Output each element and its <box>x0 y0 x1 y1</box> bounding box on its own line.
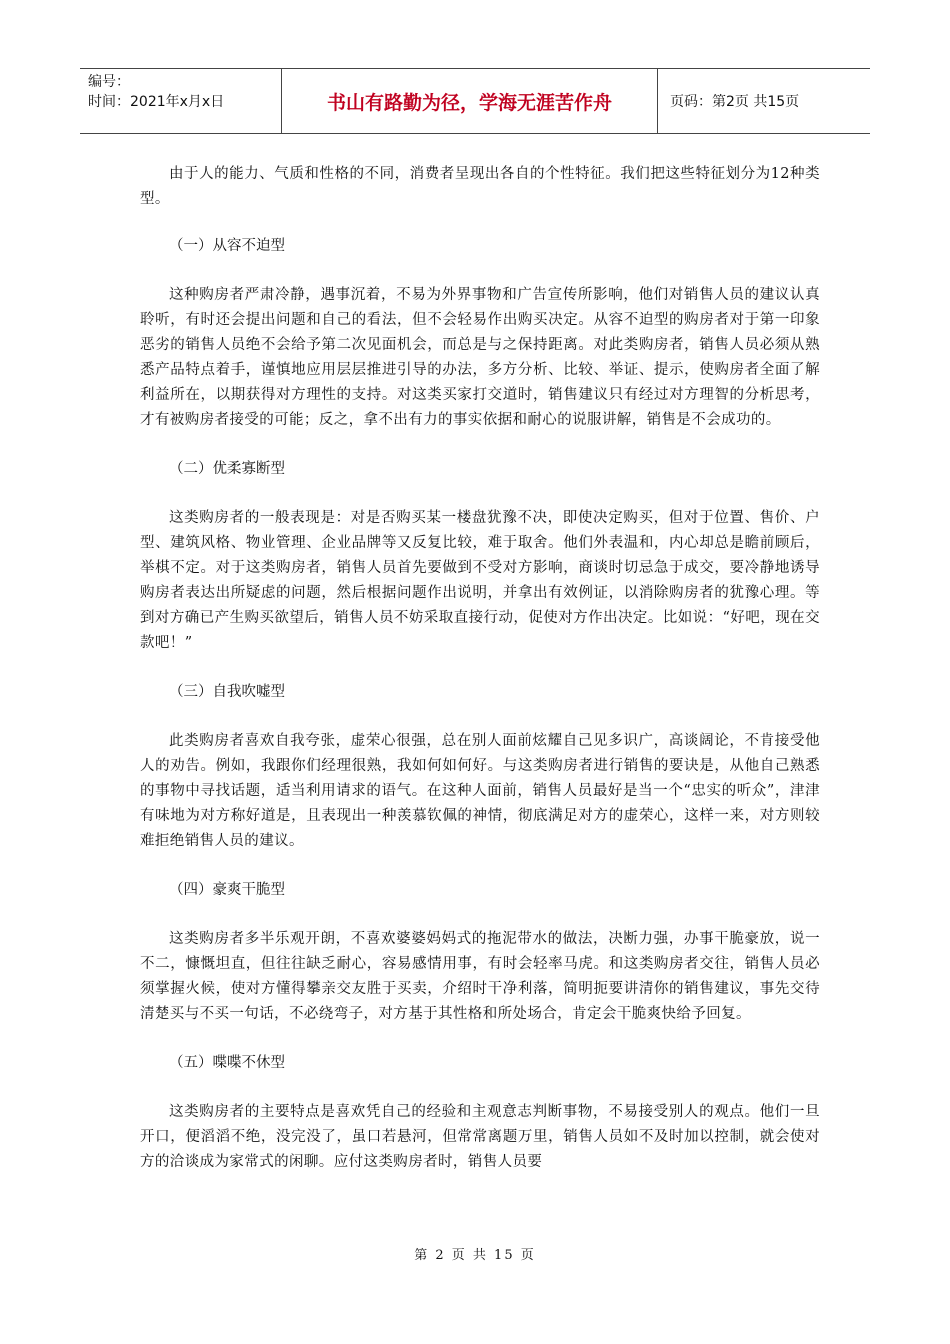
page-footer <box>0 1244 950 1263</box>
header-left-cell <box>80 69 282 133</box>
footer-page-number: 第 2 页 共 15 页 <box>414 1248 536 1263</box>
intro-paragraph: 由于人的能力、气质和性格的不同，消费者呈现出各自的个性特征。我们把这些特征划分为12种类型。 <box>140 166 820 207</box>
page-code-text: 页码：第2页 共15页 <box>670 94 800 110</box>
section-paragraph-4: 这类购房者多半乐观开朗，不喜欢婆婆妈妈式的拖泥带水的做法，决断力强，办事干脆豪放，说一不二，慷慨坦直，但往往缺乏耐心，容易感情用事，有时会轻率马虎。和这类购房者交往，销售人员必须掌握火候，使对方懂得攀亲交友胜于买卖，介绍时干净利落，简明扼要讲清你的销售建议，事先交待清楚买与不买一句话，不必绕弯子，对方基于其性格和所处场合，肯定会干脆爽快给予回复。 <box>140 931 820 1022</box>
page-header <box>80 68 870 134</box>
section-heading-5: （五）喋喋不休型 <box>169 1055 285 1071</box>
section-heading-3: （三）自我吹嘘型 <box>169 684 285 700</box>
section-heading-1: （一）从容不迫型 <box>169 238 285 254</box>
section-paragraph-3: 此类购房者喜欢自我夸张，虚荣心很强，总在别人面前炫耀自己见多识广，高谈阔论，不肯接受他人的劝告。例如，我跟你们经理很熟，我如何如何好。与这类购房者进行销售的要诀是，从他自己熟悉的事物中寻找话题，适当利用请求的语气。在这种人面前，销售人员最好是当一个“忠实的听众”，津津有味地为对方称好道是，且表现出一种羡慕钦佩的神情，彻底满足对方的虚荣心，这样一来，对方则较难拒绝销售人员的建议。 <box>140 733 820 849</box>
document-date: 时间：2021年x月x日 <box>88 94 225 110</box>
document-number-label: 编号： <box>88 74 130 90</box>
motto-text: 书山有路勤为径，学海无涯苦作舟 <box>326 91 612 114</box>
section-heading-4: （四）豪爽干脆型 <box>169 882 285 898</box>
section-heading-2: （二）优柔寡断型 <box>169 461 285 477</box>
header-motto <box>282 69 658 133</box>
section-paragraph-1: 这种购房者严肃冷静，遇事沉着，不易为外界事物和广告宣传所影响，他们对销售人员的建议认真聆听，有时还会提出问题和自己的看法，但不会轻易作出购买决定。从容不迫型的购房者对于第一印象恶劣的销售人员绝不会给予第二次见面机会，而总是与之保持距离。对此类购房者，销售人员必须从熟悉产品特点着手，谨慎地应用层层推进引导的办法，多方分析、比较、举证、提示，使购房者全面了解利益所在，以期获得对方理性的支持。对这类买家打交道时，销售建议只有经过对方理智的分析思考，才有被购房者接受的可能；反之，拿不出有力的事实依据和耐心的说服讲解，销售是不会成功的。 <box>140 287 820 428</box>
header-page-code <box>658 69 870 133</box>
section-paragraph-2: 这类购房者的一般表现是：对是否购买某一楼盘犹豫不决，即使决定购买，但对于位置、售价、户型、建筑风格、物业管理、企业品牌等又反复比较，难于取舍。他们外表温和，内心却总是瞻前顾后，举棋不定。对于这类购房者，销售人员首先要做到不受对方影响，商谈时切忌急于成交，要冷静地诱导购房者表达出所疑虑的问题，然后根据问题作出说明，并拿出有效例证，以消除购房者的犹豫心理。等到对方确已产生购买欲望后，销售人员不妨采取直接行动，促使对方作出决定。比如说：“好吧，现在交款吧！” <box>140 510 820 651</box>
section-paragraph-5: 这类购房者的主要特点是喜欢凭自己的经验和主观意志判断事物，不易接受别人的观点。他们一旦开口，便滔滔不绝，没完没了，虽口若悬河，但常常离题万里，销售人员如不及时加以控制，就会使对方的洽谈成为家常式的闲聊。应付这类购房者时，销售人员要 <box>140 1104 820 1170</box>
document-body <box>140 162 820 1175</box>
